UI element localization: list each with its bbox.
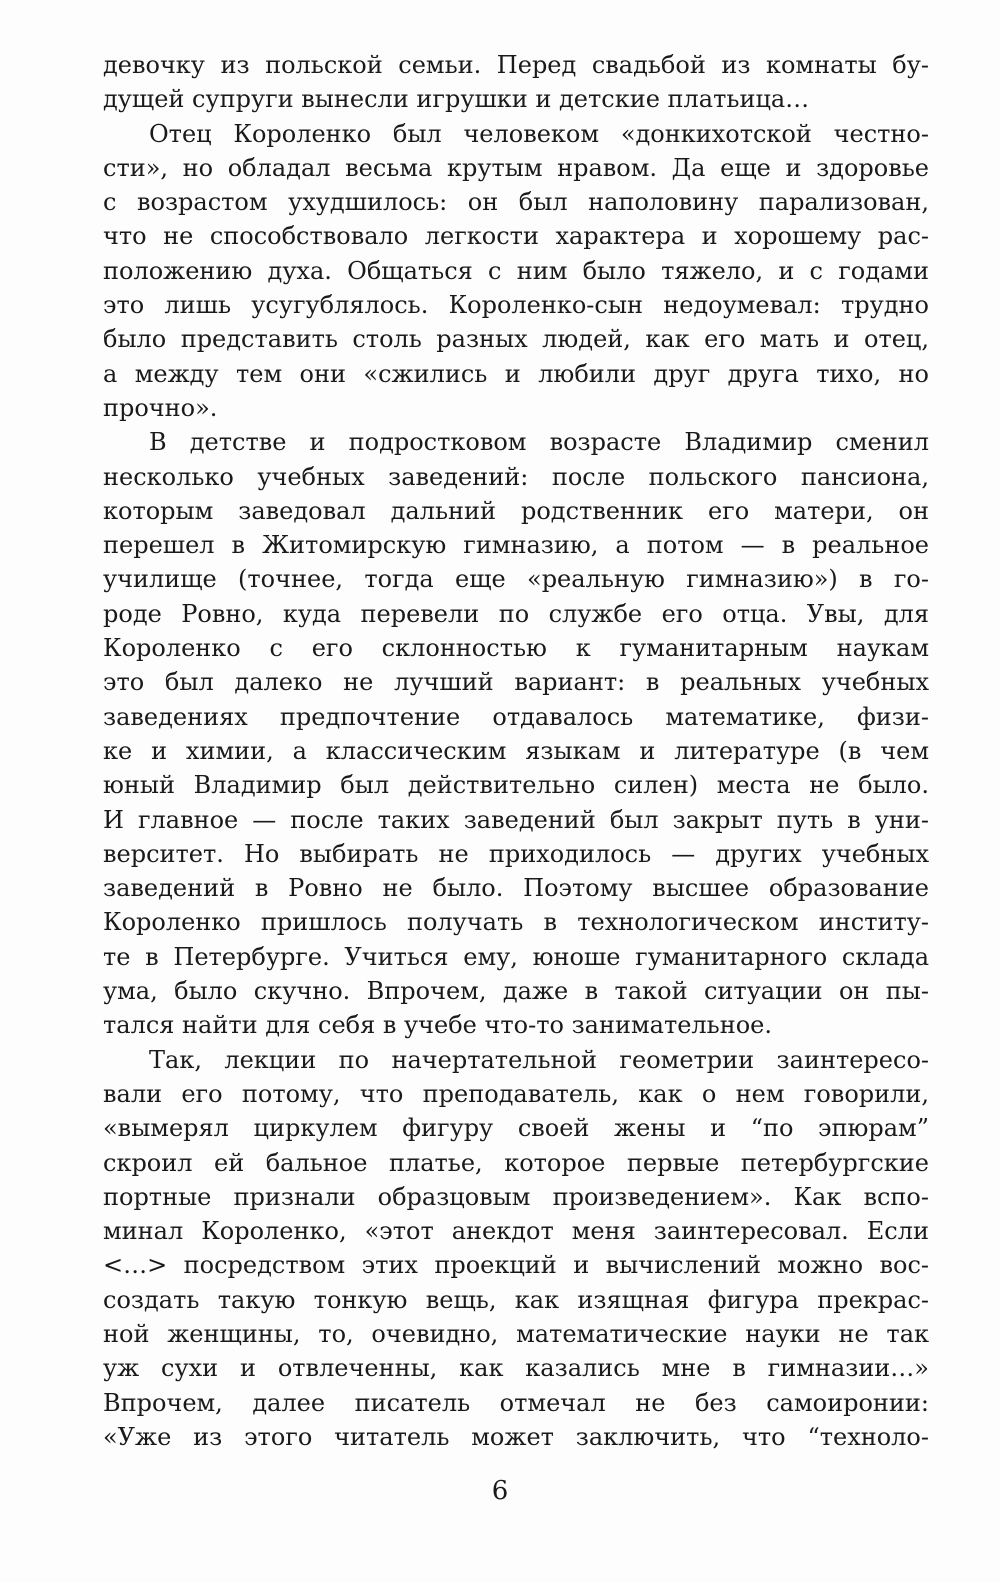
text-line: <…> посредством этих проекций и вычислений можно вос-	[103, 1251, 929, 1280]
text-line: ума, было скучно. Впрочем, даже в такой ситуации он пы-	[103, 977, 929, 1006]
text-line: ке и химии, а классическим языкам и литературе (в чем	[103, 736, 929, 765]
text-line: это был далеко не лучший вариант: в реальных учебных	[103, 668, 929, 697]
text-line: было представить столь разных людей, как его мать и отец,	[103, 325, 929, 354]
text-line: положению духа. Общаться с ним было тяжело, и с годами	[103, 256, 929, 285]
text-line: роде Ровно, куда перевели по службе его отца. Увы, для	[103, 599, 929, 628]
text-line: которым заведовал дальний родственник его матери, он	[103, 496, 929, 525]
text-line: скроил ей бальное платье, которое первые петербургские	[103, 1148, 929, 1177]
text-line: Так, лекции по начертательной геометрии заинтересо-	[149, 1045, 929, 1074]
text-line: с возрастом ухудшилось: он был наполовину парализован,	[103, 188, 929, 217]
text-line: это лишь усугублялось. Короленко-сын недоумевал: трудно	[103, 291, 929, 320]
text-line: а между тем они «сжились и любили друг друга тихо, но	[103, 359, 929, 388]
text-line: что не способствовало легкости характера и хорошему рас-	[103, 222, 929, 251]
text-line: дущей супруги вынесли игрушки и детские платьица…	[103, 85, 810, 114]
text-line: Короленко пришлось получать в технологическом институ-	[103, 908, 929, 937]
text-line: перешел в Житомирскую гимназию, а потом — в реальное	[103, 531, 929, 560]
text-line: тался найти для себя в учебе что-то занимательное.	[103, 1011, 773, 1040]
body-text	[103, 48, 929, 1454]
text-line: юный Владимир был действительно силен) места не было.	[103, 771, 929, 800]
text-line: Короленко с его склонностью к гуманитарным наукам	[103, 634, 929, 663]
text-line: Впрочем, далее писатель отмечал не без самоиронии:	[103, 1388, 929, 1417]
text-line: вали его потому, что преподаватель, как о нем говорили,	[103, 1079, 929, 1108]
text-line: В детстве и подростковом возрасте Владимир сменил	[149, 428, 929, 457]
page-number: 6	[491, 1476, 509, 1506]
text-line: создать такую тонкую вещь, как изящная фигура прекрас-	[103, 1285, 929, 1314]
text-line: училище (точнее, тогда еще «реальную гимназию») в го-	[103, 565, 929, 594]
text-line: заведений в Ровно не было. Поэтому высшее образование	[103, 874, 929, 903]
text-line: прочно».	[103, 393, 218, 422]
text-line: минал Короленко, «этот анекдот меня заинтересовал. Если	[103, 1217, 929, 1246]
text-line: верситет. Но выбирать не приходилось — других учебных	[103, 839, 929, 868]
text-line: те в Петербурге. Учиться ему, юноше гуманитарного склада	[103, 942, 929, 971]
text-line: сти», но обладал весьма крутым нравом. Да еще и здоровье	[103, 153, 929, 182]
text-line: заведениях предпочтение отдавалось математике, физи-	[103, 702, 929, 731]
text-line: «вымерял циркулем фигуру своей жены и “по эпюрам”	[103, 1114, 929, 1143]
text-line: И главное — после таких заведений был закрыт путь в уни-	[103, 805, 929, 834]
text-line: уж сухи и отвлеченны, как казались мне в гимназии…»	[103, 1354, 929, 1383]
text-line: «Уже из этого читатель может заключить, что “техноло-	[103, 1422, 929, 1451]
text-line: Отец Короленко был человеком «донкихотской честно-	[149, 119, 929, 148]
text-line: ной женщины, то, очевидно, математические науки не так	[103, 1319, 929, 1348]
text-line: портные признали образцовым произведением». Как вспо-	[103, 1182, 929, 1211]
text-line: девочку из польской семьи. Перед свадьбой из комнаты бу-	[103, 51, 929, 79]
text-line: несколько учебных заведений: после польского пансиона,	[103, 462, 929, 491]
